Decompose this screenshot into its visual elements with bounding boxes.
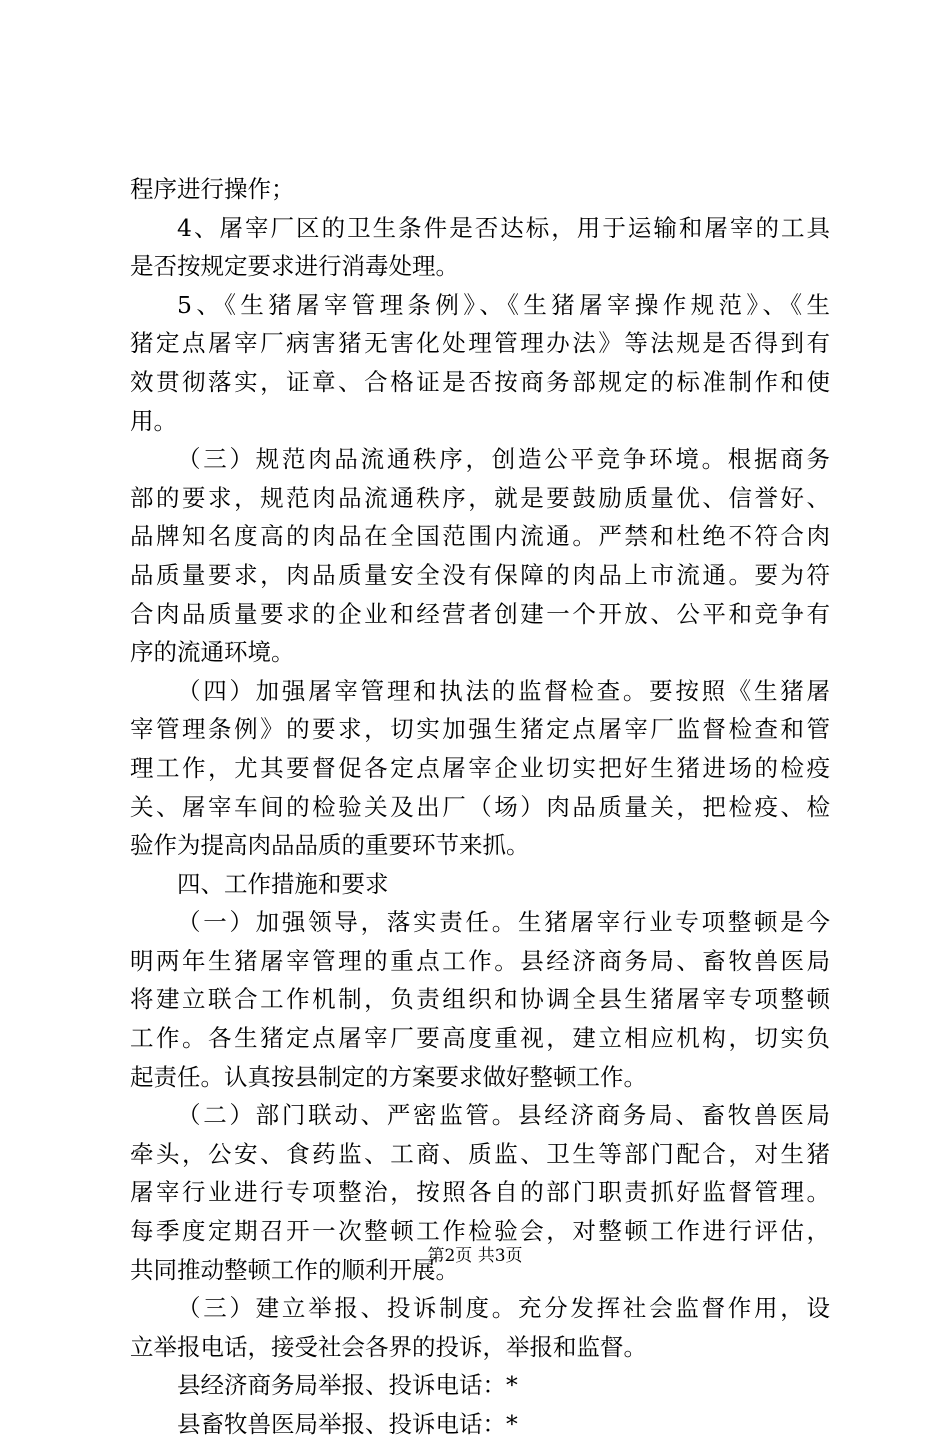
text-line: 序的流通环境。: [130, 638, 295, 667]
hotline-line: 县经济商务局举报、投诉电话：*: [177, 1371, 518, 1400]
text-line: （四）加强屠宰管理和执法的监督检查。要按照《生猪屠: [177, 676, 830, 705]
text-line: 品牌知名度高的肉品在全国范围内流通。严禁和杜绝不符合肉: [130, 522, 830, 551]
text-line: 品质量要求，肉品质量安全没有保障的肉品上市流通。要为符: [130, 560, 830, 589]
page-number-footer: 第2页 共3页: [427, 1246, 523, 1266]
text-line: 共同推动整顿工作的顺利开展。: [130, 1255, 459, 1284]
text-line: （三）规范肉品流通秩序，创造公平竞争环境。根据商务: [177, 445, 830, 474]
text-line: 程序进行操作；: [130, 175, 295, 203]
text-line: 明两年生猪屠宰管理的重点工作。县经济商务局、畜牧兽医局: [130, 946, 830, 975]
text-line: 立举报电话，接受社会各界的投诉，举报和监督。: [130, 1332, 647, 1361]
section-heading: 四、工作措施和要求: [177, 869, 389, 898]
text-line: 用。: [130, 406, 177, 435]
text-line: 是否按规定要求进行消毒处理。: [130, 252, 459, 281]
hotline-line: 县畜牧兽医局举报、投诉电话：*: [177, 1410, 518, 1438]
text-line: 将建立联合工作机制，负责组织和协调全县生猪屠宰专项整顿: [130, 985, 830, 1014]
text-line: 工作。各生猪定点屠宰厂要高度重视，建立相应机构，切实负: [130, 1024, 830, 1053]
text-line: （二）部门联动、严密监管。县经济商务局、畜牧兽医局: [177, 1101, 830, 1130]
text-line: 理工作，尤其要督促各定点屠宰企业切实把好生猪进场的检疫: [130, 753, 830, 782]
text-line: 关、屠宰车间的检验关及出厂（场）肉品质量关，把检疫、检: [130, 792, 830, 821]
text-line: 每季度定期召开一次整顿工作检验会，对整顿工作进行评估，: [130, 1217, 830, 1246]
text-line: （一）加强领导，落实责任。生猪屠宰行业专项整顿是今: [177, 908, 830, 937]
text-line: （三）建立举报、投诉制度。充分发挥社会监督作用，设: [177, 1294, 830, 1323]
text-line: 4、屠宰厂区的卫生条件是否达标，用于运输和屠宰的工具: [177, 213, 830, 242]
text-line: 5、《生猪屠宰管理条例》、《生猪屠宰操作规范》、《生: [177, 290, 830, 319]
text-line: 牵头，公安、食药监、工商、质监、卫生等部门配合，对生猪: [130, 1139, 830, 1168]
text-line: 宰管理条例》的要求，切实加强生猪定点屠宰厂监督检查和管: [130, 715, 830, 744]
text-line: 部的要求，规范肉品流通秩序，就是要鼓励质量优、信誉好、: [130, 483, 830, 512]
text-line: 合肉品质量要求的企业和经营者创建一个开放、公平和竞争有: [130, 599, 830, 628]
text-line: 起责任。认真按县制定的方案要求做好整顿工作。: [130, 1062, 647, 1091]
text-line: 屠宰行业进行专项整治，按照各自的部门职责抓好监督管理。: [130, 1178, 830, 1207]
text-line: 验作为提高肉品品质的重要环节来抓。: [130, 831, 530, 860]
text-line: 效贯彻落实，证章、合格证是否按商务部规定的标准制作和使: [130, 367, 830, 396]
text-line: 猪定点屠宰厂病害猪无害化处理管理办法》等法规是否得到有: [130, 329, 830, 358]
